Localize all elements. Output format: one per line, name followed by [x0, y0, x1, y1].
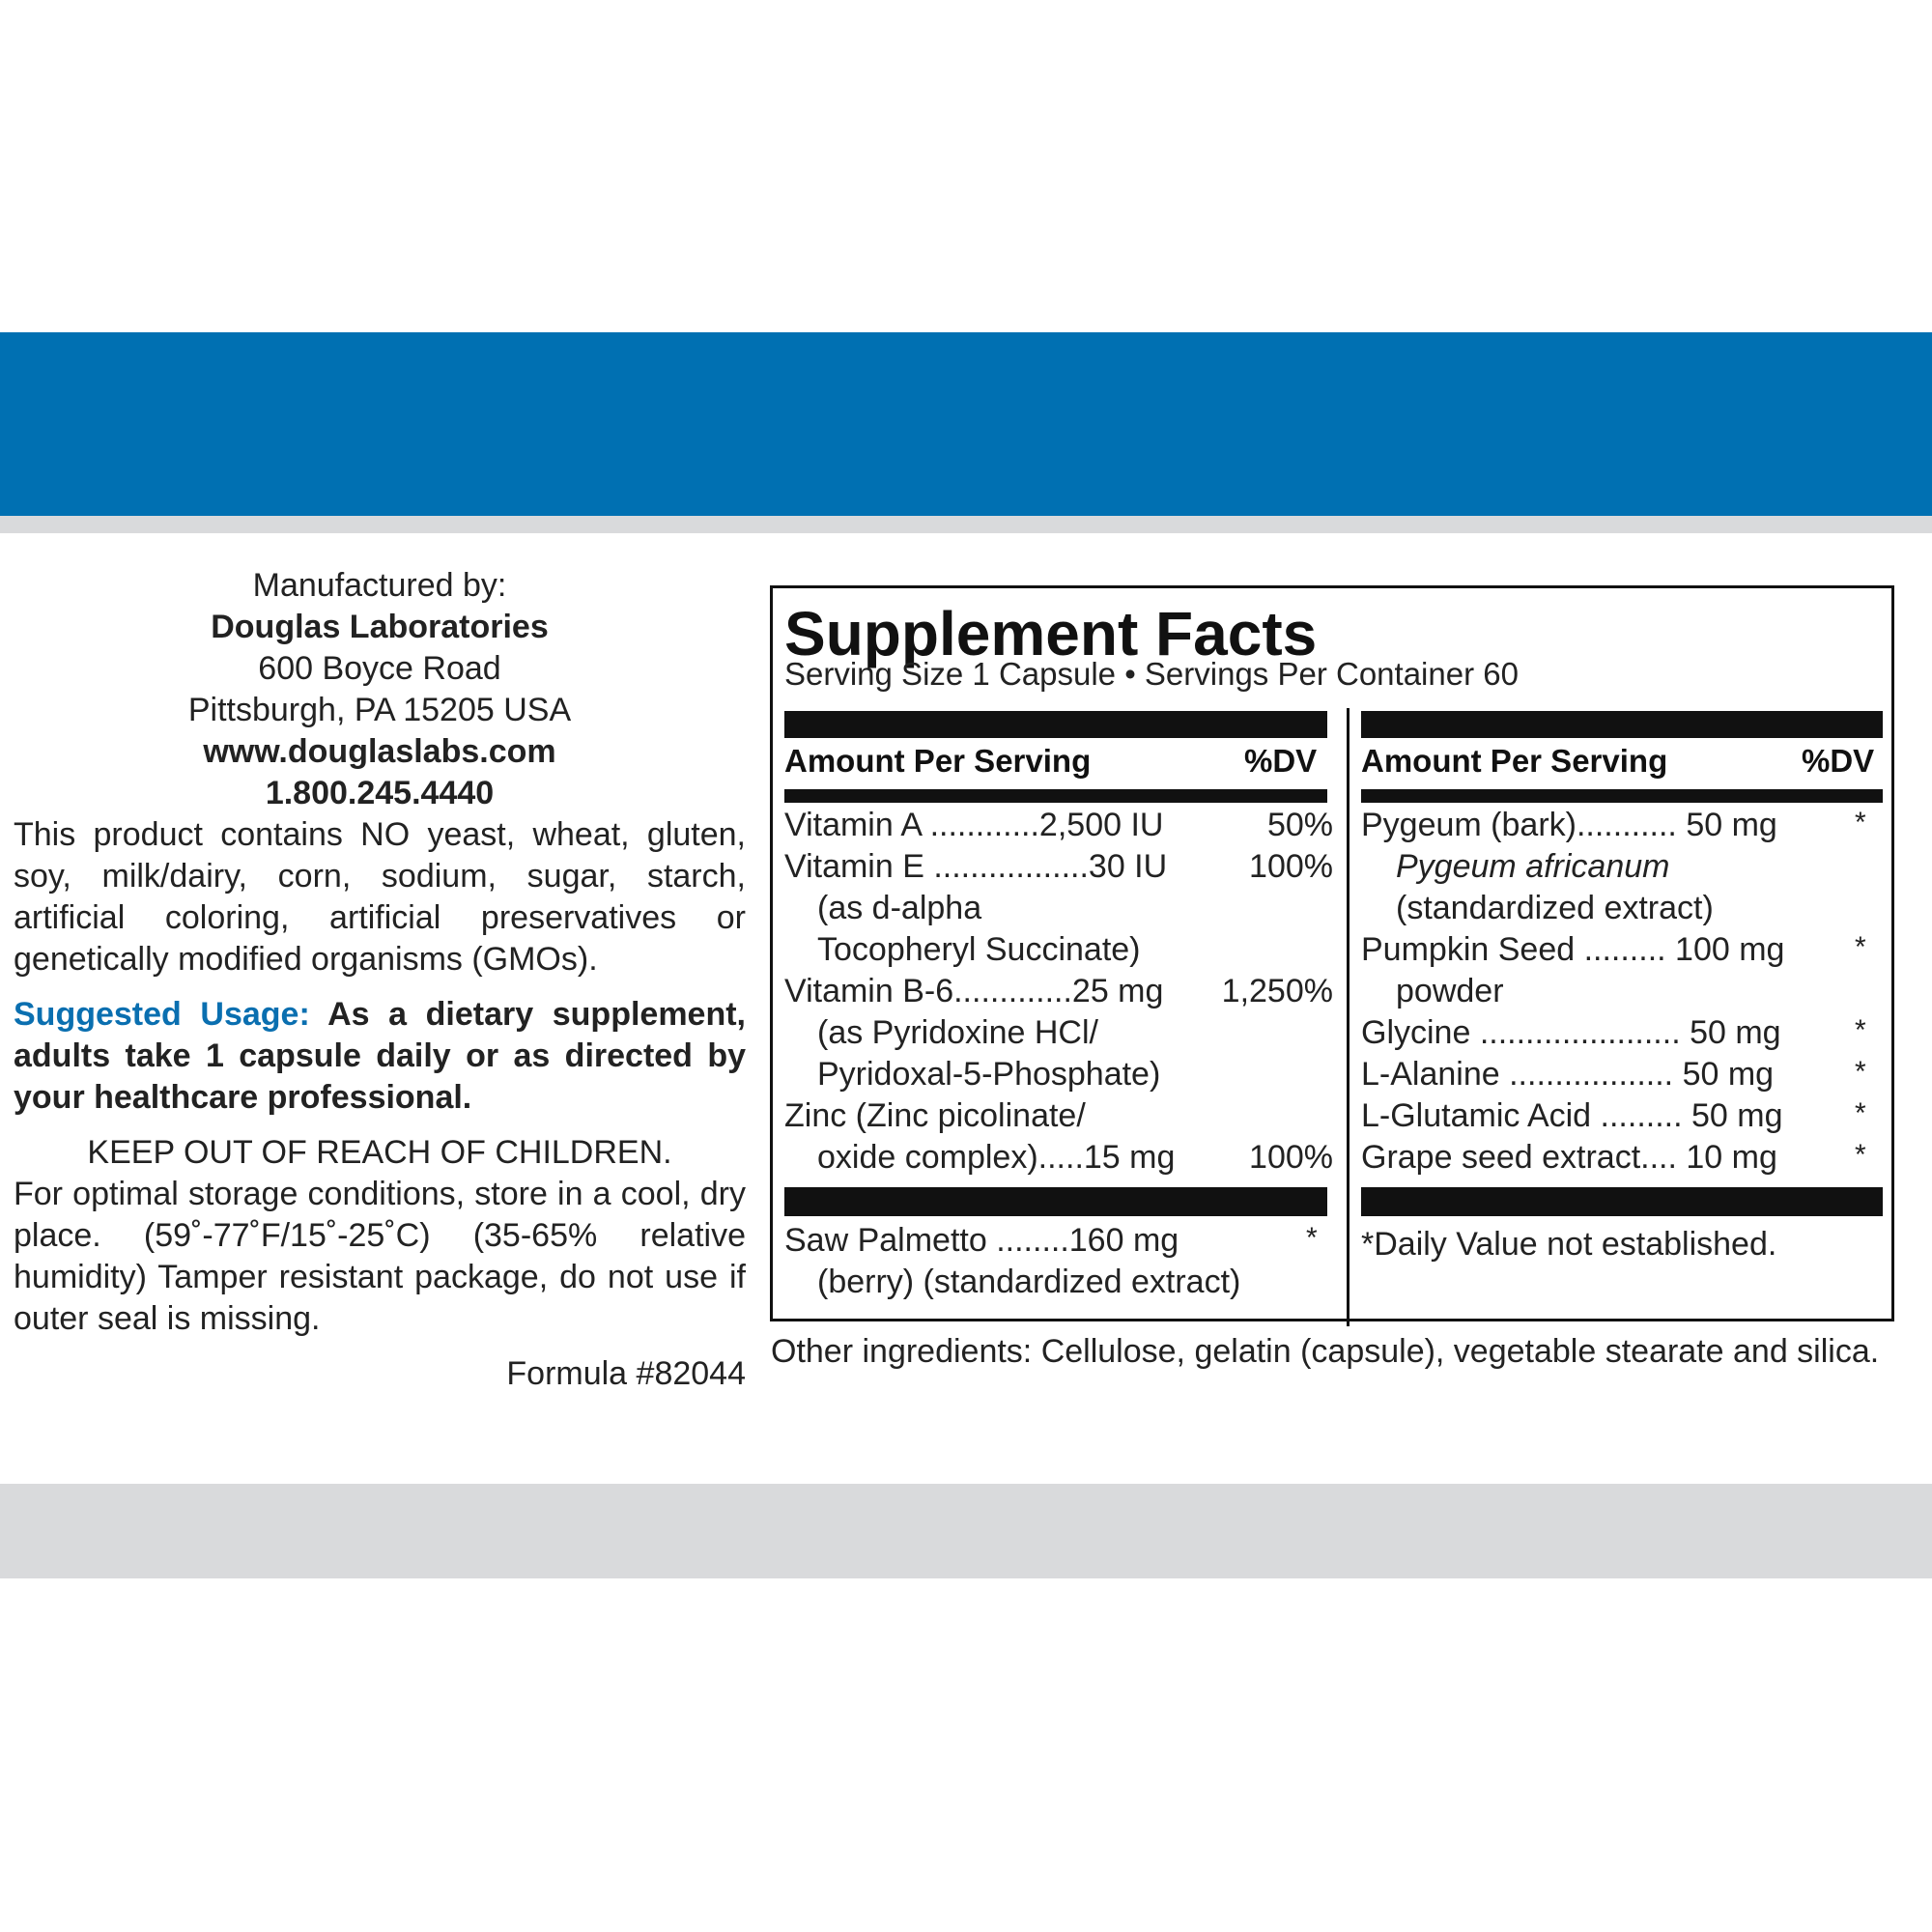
amount-header-left: Amount Per Serving	[784, 743, 1092, 779]
vitamin-b6-dv: 1,250%	[1221, 973, 1333, 1009]
formula-number: Formula #82044	[506, 1355, 746, 1392]
daily-value-footnote: *Daily Value not established.	[1361, 1226, 1777, 1263]
thick-rule	[784, 1187, 1327, 1216]
manufacturer-city: Pittsburgh, PA 15205 USA	[187, 692, 572, 728]
manufacturer-phone: 1.800.245.4440	[265, 775, 495, 811]
column-divider	[1347, 708, 1350, 1326]
supplement-facts-panel	[770, 585, 1894, 1321]
thick-rule	[1361, 1187, 1883, 1216]
vitamin-e-source: Tocopheryl Succinate)	[817, 931, 1141, 968]
free-from-statement: This product contains NO yeast, wheat, gluten, soy, milk/dairy, corn, sodium, sugar, starch, artificial coloring, artificial preservatives or genetically modified organisms (GMOs).	[14, 816, 746, 978]
vitamin-e-row: Vitamin E .................30 IU	[784, 848, 1168, 885]
zinc-row: Zinc (Zinc picolinate/	[784, 1097, 1086, 1134]
alanine-star: *	[1855, 1056, 1866, 1088]
glutamic-acid-row: L-Glutamic Acid ......... 50 mg	[1361, 1097, 1783, 1134]
manufacturer-street: 600 Boyce Road	[258, 650, 501, 687]
thick-rule	[784, 711, 1327, 738]
vitamin-e-dv: 100%	[1249, 848, 1333, 885]
supplement-facts-title: Supplement Facts	[784, 599, 1318, 668]
pumpkin-seed-star: *	[1855, 931, 1866, 963]
zinc-dv: 100%	[1249, 1139, 1333, 1176]
medium-rule	[784, 789, 1327, 803]
grape-seed-star: *	[1855, 1139, 1866, 1171]
saw-palmetto-star: *	[1306, 1222, 1318, 1254]
suggested-usage-heading: Suggested Usage:	[14, 996, 310, 1033]
thick-rule	[1361, 711, 1883, 738]
amount-header-right: Amount Per Serving	[1361, 743, 1668, 779]
pygeum-star: *	[1855, 807, 1866, 838]
child-warning: KEEP OUT OF REACH OF CHILDREN.	[87, 1134, 672, 1171]
medium-rule	[1361, 789, 1883, 803]
vitamin-b6-row: Vitamin B-6.............25 mg	[784, 973, 1164, 1009]
dv-header-right: %DV	[1802, 743, 1875, 779]
vitamin-a-row: Vitamin A ............2,500 IU	[784, 807, 1164, 843]
serving-size: Serving Size 1 Capsule • Servings Per Container 60	[784, 656, 1519, 692]
glycine-star: *	[1855, 1014, 1866, 1046]
glutamic-acid-star: *	[1855, 1097, 1866, 1129]
other-ingredients: Other ingredients: Cellulose, gelatin (capsule), vegetable stearate and silica.	[771, 1333, 1880, 1370]
suggested-usage-text: As a dietary supplement, adults take 1 capsule daily or as directed by your healthcare professional.	[14, 996, 746, 1116]
suggested-usage	[14, 994, 746, 1119]
glycine-row: Glycine ...................... 50 mg	[1361, 1014, 1781, 1051]
manufacturer-name: Douglas Laboratories	[211, 609, 549, 645]
saw-palmetto-source: (berry) (standardized extract)	[817, 1264, 1241, 1300]
manufacturer-website: www.douglaslabs.com	[203, 733, 556, 770]
top-grey-stripe	[0, 516, 1932, 533]
vitamin-e-source: (as d-alpha	[817, 890, 982, 926]
vitamin-b6-source: Pyridoxal-5-Phosphate)	[817, 1056, 1161, 1093]
pumpkin-seed-row: Pumpkin Seed ......... 100 mg	[1361, 931, 1785, 968]
saw-palmetto-row: Saw Palmetto ........160 mg	[784, 1222, 1179, 1259]
dv-header-left: %DV	[1244, 743, 1318, 779]
pygeum-row: Pygeum (bark)........... 50 mg	[1361, 807, 1777, 843]
vitamin-b6-source: (as Pyridoxine HCl/	[817, 1014, 1098, 1051]
pumpkin-seed-form: powder	[1396, 973, 1504, 1009]
zinc-amount: oxide complex).....15 mg	[817, 1139, 1176, 1176]
manufacturer-label: Manufactured by:	[252, 567, 507, 604]
vitamin-a-dv: 50%	[1266, 807, 1333, 843]
bottom-grey-band	[0, 1484, 1932, 1578]
top-color-band	[0, 332, 1932, 516]
pygeum-species: Pygeum africanum	[1396, 848, 1670, 885]
label-left-column	[14, 565, 746, 1395]
grape-seed-row: Grape seed extract.... 10 mg	[1361, 1139, 1777, 1176]
pygeum-extract: (standardized extract)	[1396, 890, 1714, 926]
storage-statement: For optimal storage conditions, store in a cool, dry place. (59˚-77˚F/15˚-25˚C) (35-65% relative humidity) Tamper resistant package, do not use if outer seal is missing.	[14, 1176, 746, 1337]
alanine-row: L-Alanine .................. 50 mg	[1361, 1056, 1775, 1093]
